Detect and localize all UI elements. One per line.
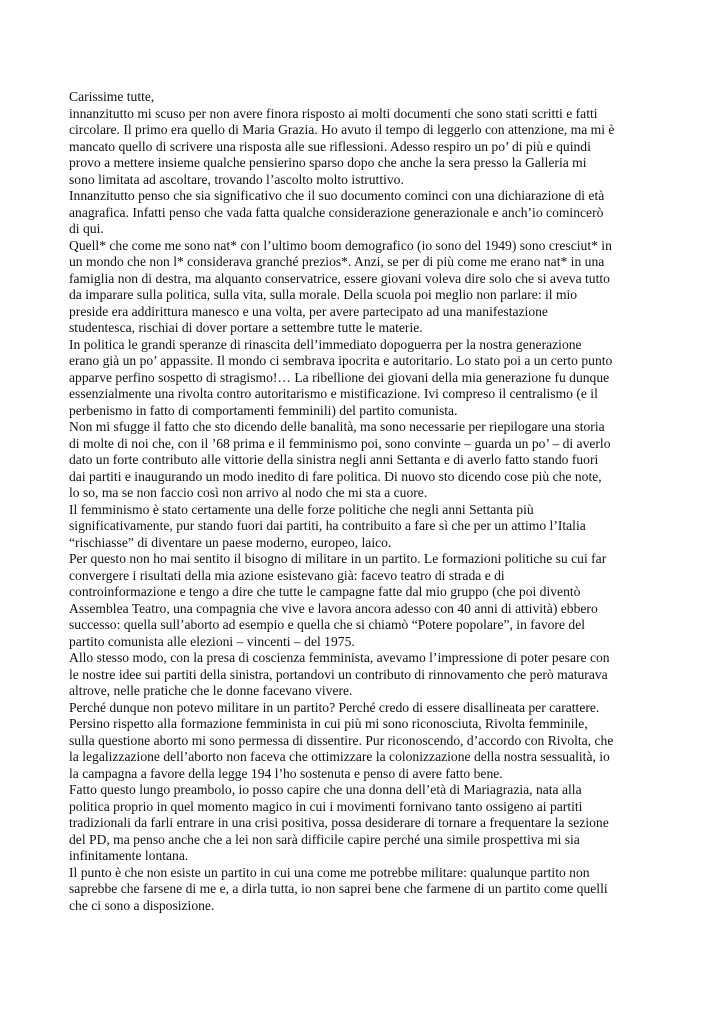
text-line: sono limitata ad ascoltare, trovando l’ascolto molto istruttivo.: [69, 171, 404, 187]
text-line: Il femminismo è stato certamente una delle forze politiche che negli anni Settanta più: [69, 501, 534, 517]
text-line: sulla questione aborto mi sono permessa di dissentire. Pur riconoscendo, d’accordo con Rivolta, che: [69, 732, 614, 748]
text-line: di qui.: [69, 221, 104, 236]
text-line: politica proprio in quel momento magico in cui i movimenti fornivano tanto ossigeno ai partiti: [69, 798, 583, 814]
text-line: mancato quello di scrivere una risposta alle sue riflessioni. Adesso respiro un po’ di più e quindi: [69, 138, 591, 154]
text-line: infinitamente lontana.: [69, 848, 189, 863]
text-line: circolare. Il primo era quello di Maria Grazia. Ho avuto il tempo di leggerlo con attenzione, ma mi è: [69, 122, 615, 137]
text-line: lo so, ma se non faccio così non arrivo al nodo che mi sta a cuore.: [69, 485, 428, 500]
text-line: Allo stesso modo, con la presa di coscienza femminista, avevamo l’impressione di poter pesare con: [69, 650, 610, 665]
text-line: famiglia non di destra, ma alquanto conservatrice, essere giovani voleva dire solo che si aveva tutto: [69, 270, 610, 286]
text-line: provo a mettere insieme qualche pensierino sparso dopo che anche la sera presso la Galleria mi: [69, 155, 587, 170]
text-line: di molte di noi che, con il ’68 prima e il femminismo poi, sono convinte – guarda un po’ – di averlo: [69, 435, 611, 451]
text-line: la legalizzazione dell’aborto non faceva che ottimizzare la colonizzazione della nostra sessualità, io: [69, 749, 610, 764]
text-line: dai partiti e inaugurando un modo inedito di fare politica. Di nuovo sto dicendo cose più che note,: [69, 468, 602, 484]
text-line: preside era addirittura manesco e una volta, per avere partecipato ad una manifestazione: [69, 303, 548, 319]
text-line: Il punto è che non esiste un partito in cui una come me potrebbe militare: qualunque partito non: [69, 864, 590, 880]
text-line: convergere i risultati della mia azione esistevano già: facevo teatro di strada e di: [69, 567, 505, 583]
text-line: In politica le grandi speranze di rinascita dell’immediato dopoguerra per la nostra generazione: [69, 336, 582, 352]
text-line: erano già un po’ appassite. Il mondo ci sembrava ipocrita e autoritario. Lo stato poi a un certo punto: [69, 353, 613, 368]
text-line: saprebbe che farsene di me e, a dirla tutta, io non saprei bene che farmene di un partito come quelli: [69, 881, 608, 896]
text-line: altrove, nelle pratiche che le donne facevano vivere.: [69, 683, 353, 698]
text-line: essenzialmente una rivolta contro autoritarismo e mistificazione. Ivi compreso il centralismo (e il: [69, 386, 598, 401]
text-line: un mondo che non l* considerava granché prezios*. Anzi, se per di più come me erano nat* in una: [69, 254, 605, 269]
text-line: Per questo non ho mai sentito il bisogno di militare in un partito. Le formazioni politiche su cui far: [69, 551, 607, 566]
text-line: apparve perfino sospetto di stragismo!… La ribellione dei giovani della mia generazione fu dunque: [69, 369, 610, 385]
text-line: del PD, ma penso anche che a lei non sarà difficile capire perché una simile prospettiva mi sia: [69, 831, 580, 847]
text-line: Innanzitutto penso che sia significativo che il suo documento cominci con una dichiarazione di età: [69, 188, 605, 203]
text-line: che ci sono a disposizione.: [69, 897, 215, 913]
letter-body: [69, 89, 669, 914]
text-line: partito comunista alle elezioni – vincenti – del 1975.: [69, 633, 355, 649]
text-line: Persino rispetto alla formazione femminista in cui più mi sono riconosciuta, Rivolta femminile,: [69, 716, 588, 731]
text-line: Fatto questo lungo preambolo, io posso capire che una donna dell’età di Mariagrazia, nata alla: [69, 782, 582, 797]
text-line: innanzitutto mi scuso per non avere finora risposto ai molti documenti che sono stati scritti e fatti: [69, 105, 598, 121]
text-line: la campagna a favore della legge 194 l’ho sostenuta e penso di avere fatto bene.: [69, 765, 503, 781]
text-line: da imparare sulla politica, sulla vita, sulla morale. Della scuola poi meglio non parlare: il mio: [69, 287, 578, 302]
text-line: successo: quella sull’aborto ad esempio e quella che si chiamò “Potere popolare”, in favore del: [69, 617, 585, 632]
text-line: Non mi sfugge il fatto che sto dicendo delle banalità, ma sono necessarie per riepilogare una storia: [69, 419, 605, 434]
text-line: tradizionali da farli entrare in una crisi positiva, possa desiderare di tornare a frequentare la sezione: [69, 815, 609, 830]
text-line: perbenismo in fatto di comportamenti femminili) del partito comunista.: [69, 402, 458, 418]
text-line: controinformazione e tengo a dire che tutte le campagne fatte dal mio gruppo (che poi diventò: [69, 584, 581, 599]
text-line: Assemblea Teatro, una compagnia che vive e lavora ancora adesso con 40 anni di attività) ebbero: [69, 600, 598, 616]
text-line: Carissime tutte,: [69, 89, 155, 104]
text-line: Perché dunque non potevo militare in un partito? Perché credo di essere disallineata per carattere.: [69, 699, 600, 715]
text-line: significativamente, pur stando fuori dai partiti, ha contribuito a fare sì che per un attimo l’Italia: [69, 518, 586, 533]
text-line: le nostre idee sui partiti della sinistra, portandovi un contributo di rinnovamento che però maturava: [69, 666, 608, 682]
text-line: Quell* che come me sono nat* con l’ultimo boom demografico (io sono del 1949) sono cresciut* in: [69, 237, 612, 253]
text-line: “rischiasse” di diventare un paese moderno, europeo, laico.: [69, 534, 392, 550]
text-line: dato un forte contributo alle vittorie della sinistra negli anni Settanta e di averlo fatto stando fuori: [69, 452, 599, 467]
text-line: anagrafica. Infatti penso che vada fatta qualche considerazione generazionale e anch’io comincerò: [69, 204, 604, 220]
text-line: studentesca, rischiai di dover portare a settembre tutte le materie.: [69, 320, 423, 335]
